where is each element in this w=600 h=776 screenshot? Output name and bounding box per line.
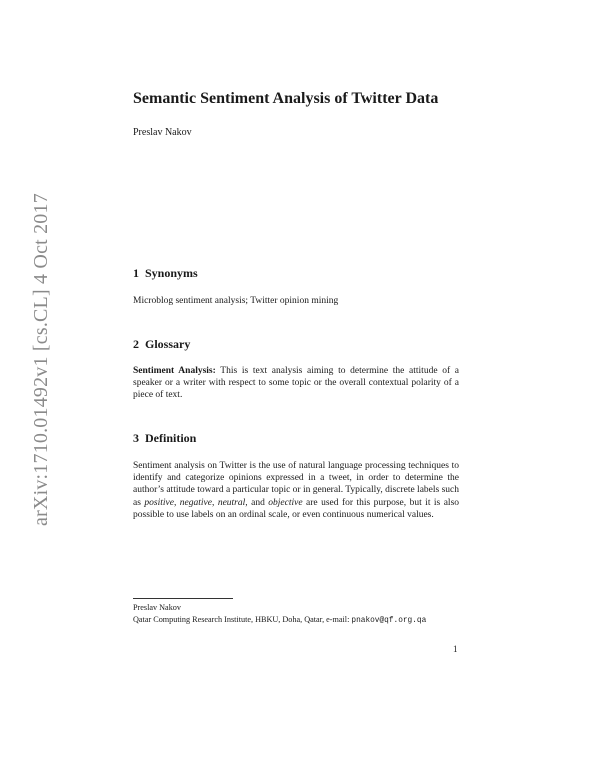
footnote-author-name: Preslav Nakov — [133, 603, 181, 612]
glossary-entry — [133, 365, 459, 402]
separator: , — [211, 497, 218, 508]
author-name: Preslav Nakov — [133, 127, 192, 138]
glossary-definition: This is text analysis aiming to determine the attitude of a speaker or a writer with respect to some topic or the overall contextual polarity of a piece of text. — [133, 366, 460, 401]
section-title: Glossary — [145, 337, 191, 351]
author-footnote — [133, 602, 426, 627]
footnote-affiliation: Qatar Computing Research Institute, HBKU, Doha, Qatar, e-mail: — [133, 614, 352, 624]
author-email: pnakov@qf.org.qa — [351, 616, 427, 625]
definition-text-end: are used for this purpose, but it is also possible to use labels on an ordinal scale, or even continuous numerical values. — [133, 497, 460, 520]
label-negative: negative — [179, 497, 212, 508]
section-title: Synonyms — [145, 266, 198, 280]
footnote-affiliation-line — [133, 614, 426, 628]
label-objective: objective — [268, 497, 303, 508]
section-number: 2 — [133, 337, 139, 351]
paper-title: Semantic Sentiment Analysis of Twitter Data — [133, 90, 439, 107]
label-neutral: neutral — [217, 497, 246, 508]
separator: , — [173, 497, 180, 508]
glossary-term: Sentiment Analysis: — [133, 366, 216, 376]
synonyms-text: Microblog sentiment analysis; Twitter opinion mining — [133, 296, 339, 306]
section-heading-definition — [133, 431, 196, 446]
section-number: 3 — [133, 431, 139, 445]
footnote-divider — [133, 598, 233, 599]
page-number: 1 — [453, 644, 458, 654]
section-heading-glossary — [133, 337, 190, 352]
definition-text-start: Sentiment analysis on Twitter is the use of natural language processing techniques to identify and categorize opinions expressed in a tweet, in order to determine the author’s attitude toward a particular topic or in general. Typically, discrete labels such as — [133, 461, 460, 508]
section-title: Definition — [145, 431, 197, 445]
separator: , and — [245, 497, 269, 508]
label-positive: positive — [144, 497, 174, 508]
section-heading-synonyms — [133, 266, 198, 281]
definition-paragraph — [133, 460, 459, 521]
section-number: 1 — [133, 266, 139, 280]
arxiv-identifier: arXiv:1710.01492v1 [cs.CL] 4 Oct 2017 — [30, 193, 52, 526]
